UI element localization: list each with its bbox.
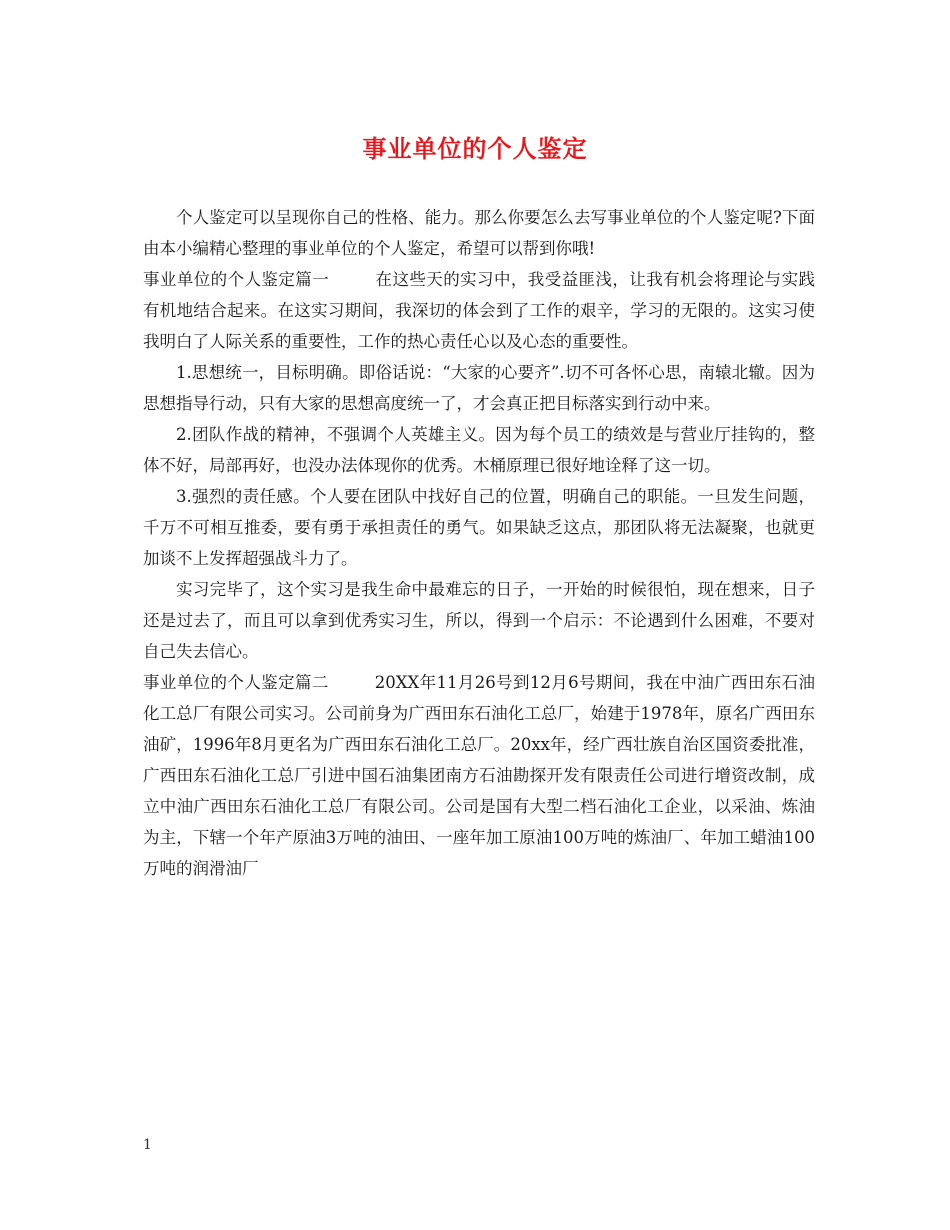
point-one-paragraph: 1.思想统一，目标明确。即俗话说：“大家的心要齐”.切不可各怀心思，南辕北辙。因为思想指导行动，只有大家的思想高度统一了，才会真正把目标落实到行动中来。 <box>143 363 815 413</box>
document-body <box>143 202 815 884</box>
conclusion-paragraph: 实习完毕了，这个实习是我生命中最难忘的日子，一开始的时候很怕，现在想来，日子还是过去了，而且可以拿到优秀实习生，所以，得到一个启示：不论遇到什么困难，不要对自己失去信心。 <box>143 580 815 661</box>
document-title: 事业单位的个人鉴定 <box>362 134 588 163</box>
section-two-paragraph <box>143 667 815 884</box>
section-two-heading: 事业单位的个人鉴定篇二 <box>143 673 329 692</box>
section-one-paragraph <box>143 264 815 357</box>
page-number: 1 <box>143 1137 152 1153</box>
section-two-text: 20XX年11月26号到12月6号期间，我在中油广西田东石油化工总厂有限公司实习。公司前身为广西田东石油化工总厂，始建于1978年，原名广西田东油矿，1996年8月更名为广西田东石油化工总厂。20xx年，经广西壮族自治区国资委批准，广西田东石油化工总厂引进中国石油集团南方石油勘探开发有限责任公司进行增资改制，成立中油广西田东石油化工总厂有限公司。公司是国有大型二档石油化工企业，以采油、炼油为主，下辖一个年产原油3万吨的油田、一座年加工原油100万吨的炼油厂、年加工蜡油100万吨的润滑油厂 <box>143 673 815 878</box>
intro-paragraph: 个人鉴定可以呈现你自己的性格、能力。那么你要怎么去写事业单位的个人鉴定呢?下面由本小编精心整理的事业单位的个人鉴定，希望可以帮到你哦! <box>143 208 815 258</box>
section-one-text: 在这些天的实习中，我受益匪浅，让我有机会将理论与实践有机地结合起来。在这实习期间，我深切的体会到了工作的艰辛，学习的无限的。这实习使我明白了人际关系的重要性，工作的热心责任心以及心态的重要性。 <box>143 270 816 351</box>
point-two-paragraph: 2.团队作战的精神，不强调个人英雄主义。因为每个员工的绩效是与营业厅挂钩的，整体不好，局部再好，也没办法体现你的优秀。木桶原理已很好地诠释了这一切。 <box>143 425 815 475</box>
section-one-heading: 事业单位的个人鉴定篇一 <box>143 270 330 289</box>
point-three-paragraph: 3.强烈的责任感。个人要在团队中找好自己的位置，明确自己的职能。一旦发生问题，千万不可相互推委，要有勇于承担责任的勇气。如果缺乏这点，那团队将无法凝聚，也就更加谈不上发挥超强战斗力了。 <box>143 487 815 568</box>
